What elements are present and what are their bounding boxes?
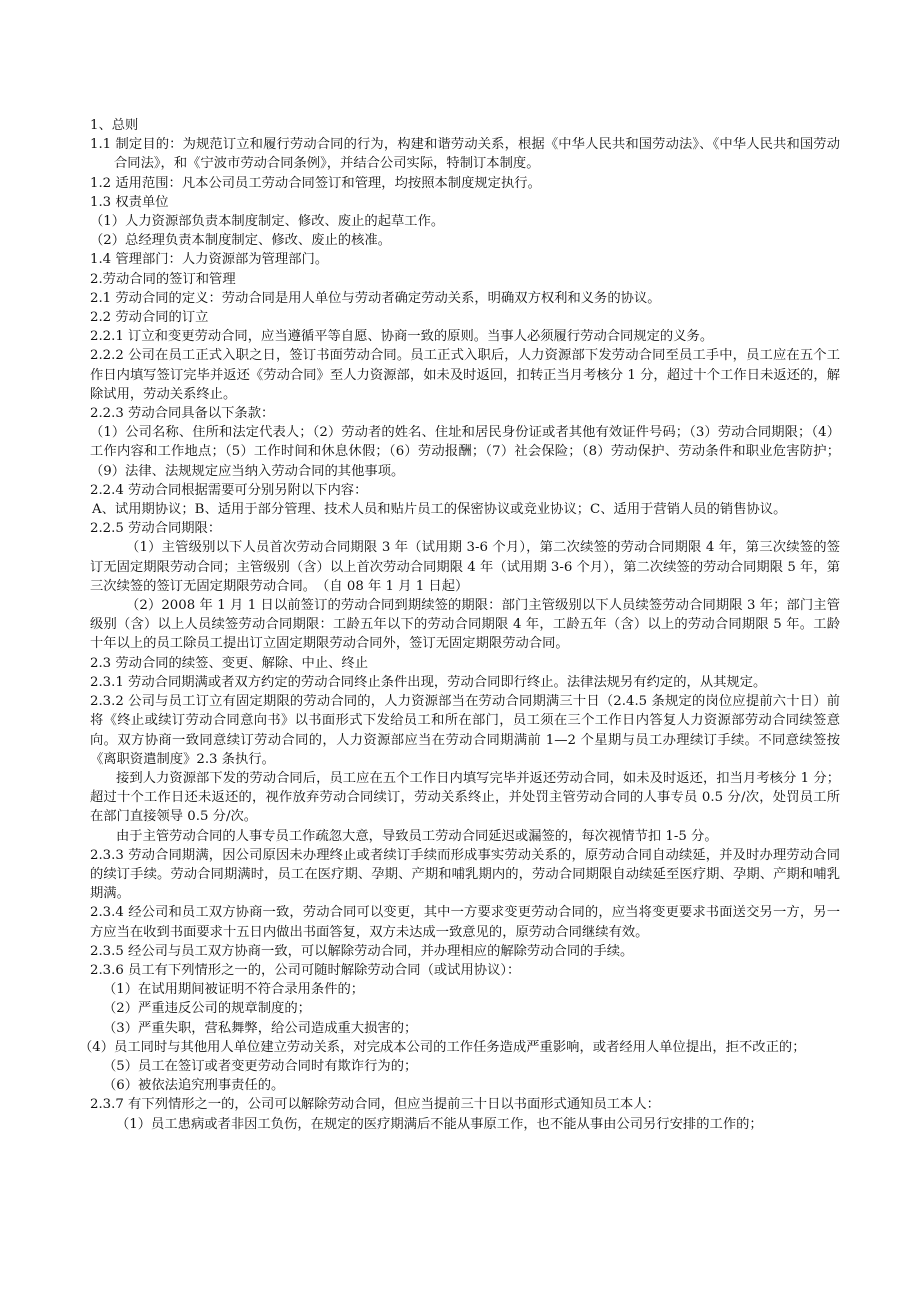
paragraph: 2.2.4 劳动合同根据需要可分别另附以下内容：: [90, 482, 368, 498]
paragraph: 1、总则: [90, 118, 139, 133]
paragraph: （5）员工在签订或者变更劳动合同时有欺诈行为的；: [103, 1058, 418, 1074]
paragraph: 1.4 管理部门：人力资源部为管理部门。: [90, 252, 329, 268]
paragraph: 2.3.5 经公司与员工双方协商一致，可以解除劳动合同，并办理相应的解除劳动合同的手续。: [90, 943, 634, 959]
paragraph: 1.3 权责单位: [90, 194, 169, 210]
paragraph: 2.3 劳动合同的续签、变更、解除、中止、终止: [90, 655, 369, 671]
paragraph: （2）2008 年 1 月 1 日以前签订的劳动合同到期续签的期限：部门主管级别以下人员续签劳动合同期限 3 年；部门主管级别（含）以上人员续签劳动合同期限：工龄五年以下的劳动合同期限 4 年，工龄五年（含）以上的劳动合同期限 5 年。工龄十年以上的员工除员工提出订立固定期限劳动合同外，签订无固定期限劳动合同。: [90, 598, 840, 652]
paragraph: （2）严重违反公司的规章制度的；: [103, 1001, 311, 1017]
paragraph: 2.2.2 公司在员工正式入职之日，签订书面劳动合同。员工正式入职后，人力资源部下发劳动合同至员工手中，员工应在五个工作日内填写签订完毕并返还《劳动合同》至人力资源部，如未及时返回，扣转正当月考核分 1 分，超过十个工作日未返还的，解除试用，劳动关系终止。: [90, 348, 840, 402]
paragraph: （1）员工患病或者非因工负伤，在规定的医疗期满后不能从事原工作，也不能从事由公司另行安排的工作的；: [116, 1116, 763, 1132]
paragraph: 2.3.7 有下列情形之一的，公司可以解除劳动合同，但应当提前三十日以书面形式通知员工本人：: [90, 1097, 660, 1113]
paragraph: 由于主管劳动合同的人事专员工作疏忽大意，导致员工劳动合同延迟或漏签的，每次视情节扣 1-5 分。: [116, 828, 718, 844]
paragraph: 2.3.6 员工有下列情形之一的，公司可随时解除劳动合同（或试用协议）：: [90, 962, 521, 978]
paragraph: 2.2.3 劳动合同具备以下条款：: [90, 406, 275, 422]
paragraph: （1）主管级别以下人员首次劳动合同期限 3 年（试用期 3-6 个月），第二次续签的劳动合同期限 4 年，第三次续签的签订无固定期限劳动合同；主管级别（含）以上首次劳动合同期限 4 年（试用期 3-6 个月），第二次续签的劳动合同期限 5 年，第三次续签的签订无固定期限劳动合同。 （自 08 年 1 月 1 日起）: [90, 540, 840, 594]
paragraph: 2.3.4 经公司和员工双方协商一致，劳动合同可以变更，其中一方要求变更劳动合同的，应当将变更要求书面送交另一方，另一方应当在收到书面要求十五日内做出书面答复，双方未达成一致意见的，原劳动合同继续有效。: [90, 905, 840, 940]
paragraph: 接到人力资源部下发的劳动合同后，员工应在五个工作日内填写完毕并返还劳动合同，如未及时返还，扣当月考核分 1 分；超过十个工作日还未返还的，视作放弃劳动合同续订，劳动关系终止，并处罚主管劳动合同的人事专员 0.5 分/次，处罚员工所在部门直接领导 0.5 分/次。: [90, 770, 840, 825]
paragraph: 2.2.5 劳动合同期限：: [90, 521, 222, 537]
paragraph: 2.1 劳动合同的定义：劳动合同是用人单位与劳动者确定劳动关系，明确双方权利和义务的协议。: [90, 290, 661, 306]
paragraph: 2.3.1 劳动合同期满或者双方约定的劳动合同终止条件出现，劳动合同即行终止。法律法规另有约定的，从其规定。: [90, 674, 767, 690]
paragraph: （1）公司名称、住所和法定代表人；（2）劳动者的姓名、住址和居民身份证或者其他有效证件号码；（3）劳动合同期限；（4）工作内容和工作地点；（5）工作时间和休息休假；（6）劳动报酬；（7）社会保险；（8）劳动保护、劳动条件和职业危害防护；（9）法律、法规规定应当纳入劳动合同的其他事项。: [90, 425, 840, 479]
paragraph: （3）严重失职，营私舞弊，给公司造成重大损害的；: [103, 1020, 418, 1036]
paragraph: 2.劳动合同的签订和管理: [90, 271, 236, 287]
paragraph: 2.3.2 公司与员工订立有固定期限的劳动合同的，人力资源部当在劳动合同期满三十日（2.4.5 条规定的岗位应提前六十日）前将《终止或续订劳动合同意向书》以书面形式下发给员工和所在部门，员工须在三个工作日内答复人力资源部劳动合同续签意向。双方协商一致同意续订劳动合同的，人力资源部应当在劳动合同期满前 1—2 个星期与员工办理续订手续。不同意续签按《离职资遣制度》2.3 条执行。: [90, 694, 840, 767]
paragraph: （4）员工同时与其他用人单位建立劳动关系，对完成本公司的工作任务造成严重影响，或者经用人单位提出，拒不改正的；: [79, 1039, 806, 1055]
paragraph: 2.3.3 劳动合同期满，因公司原因未办理终止或者续订手续而形成事实劳动关系的，原劳动合同自动续延，并及时办理劳动合同的续订手续。劳动合同期满时，员工在医疗期、孕期、产期和哺乳期内的，劳动合同期限自动续延至医疗期、孕期、产期和哺乳期满。: [90, 847, 840, 902]
paragraph: 2.2.1 订立和变更劳动合同，应当遵循平等自愿、协商一致的原则。当事人必须履行劳动合同规定的义务。: [90, 329, 714, 345]
paragraph: （1）人力资源部负责本制度制定、修改、废止的起草工作。: [90, 214, 445, 230]
paragraph: 1.2 适用范围：凡本公司员工劳动合同签订和管理，均按照本制度规定执行。: [90, 175, 541, 191]
paragraph: （2）总经理负责本制度制定、修改、废止的核准。: [90, 233, 391, 249]
paragraph: 1.1 制定目的：为规范订立和履行劳动合同的行为，构建和谐劳动关系，根据《中华人民共和国劳动法》、《中华人民共和国劳动合同法》，和《宁波市劳动合同条例》，并结合公司实际，特制订本制度。: [90, 137, 840, 172]
paragraph: 2.2 劳动合同的订立: [90, 310, 209, 326]
paragraph: A、试用期协议；B、适用于部分管理、技术人员和贴片员工的保密协议或竞业协议；C、适用于营销人员的销售协议。: [92, 502, 787, 518]
paragraph: （6）被依法追究刑事责任的。: [103, 1078, 285, 1094]
paragraph: （1）在试用期间被证明不符合录用条件的；: [103, 982, 365, 998]
watermark: [330, 605, 590, 645]
